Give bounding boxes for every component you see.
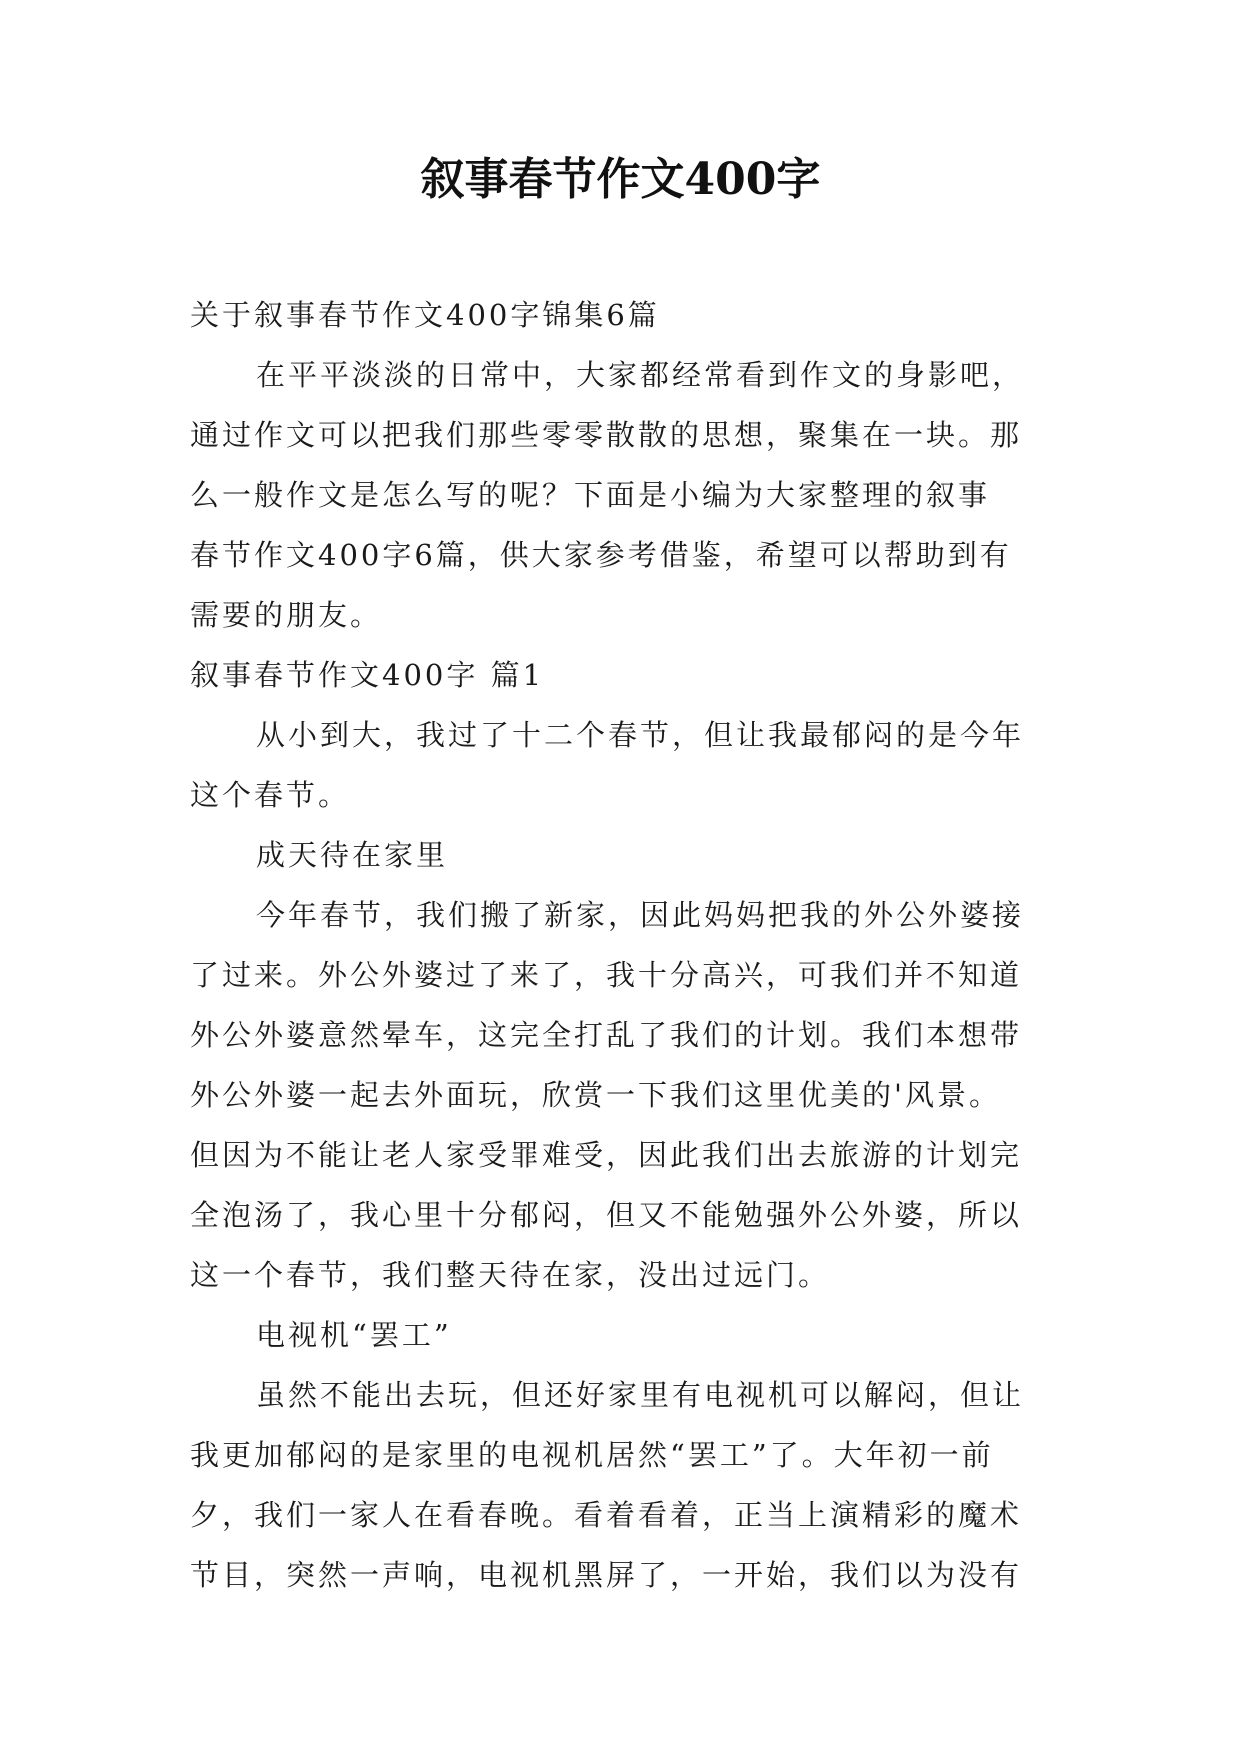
section-heading: 叙事春节作文400字 篇1: [190, 658, 545, 692]
paragraph-line: 么一般作文是怎么写的呢？下面是小编为大家整理的叙事: [190, 478, 991, 512]
paragraph-line: 这个春节。: [190, 778, 351, 812]
paragraph-line: 从小到大，我过了十二个春节，但让我最郁闷的是今年: [256, 718, 1025, 752]
subheading: 成天待在家里: [256, 838, 449, 872]
paragraph-line: 通过作文可以把我们那些零零散散的思想，聚集在一块。那: [190, 418, 1023, 452]
paragraph-line: 今年春节，我们搬了新家，因此妈妈把我的外公外婆接: [256, 898, 1025, 932]
paragraph-line: 需要的朋友。: [190, 598, 383, 632]
paragraph-line: 我更加郁闷的是家里的电视机居然“罢工”了。大年初一前: [190, 1438, 994, 1472]
paragraph-line: 全泡汤了，我心里十分郁闷，但又不能勉强外公外婆，所以: [190, 1198, 1023, 1232]
paragraph-line: 但因为不能让老人家受罪难受，因此我们出去旅游的计划完: [190, 1138, 1023, 1172]
subheading: 电视机“罢工”: [256, 1318, 452, 1352]
paragraph-line: 这一个春节，我们整天待在家，没出过远门。: [190, 1258, 831, 1292]
paragraph-line: 外公外婆意然晕车，这完全打乱了我们的计划。我们本想带: [190, 1018, 1023, 1052]
paragraph-line: 在平平淡淡的日常中，大家都经常看到作文的身影吧，: [256, 358, 1025, 392]
paragraph-line: 虽然不能出去玩，但还好家里有电视机可以解闷，但让: [256, 1378, 1025, 1412]
paragraph-line: 了过来。外公外婆过了来了，我十分高兴，可我们并不知道: [190, 958, 1023, 992]
document-title: 叙事春节作文400字: [420, 154, 821, 205]
paragraph-line: 外公外婆一起去外面玩，欣赏一下我们这里优美的'风景。: [190, 1078, 1001, 1112]
paragraph-line: 春节作文400字6篇，供大家参考借鉴，希望可以帮助到有: [190, 538, 1012, 572]
paragraph-line: 节目，突然一声响，电视机黑屏了，一开始，我们以为没有: [190, 1558, 1023, 1592]
intro-heading: 关于叙事春节作文400字锦集6篇: [190, 298, 660, 332]
document-body: [190, 285, 1060, 1605]
paragraph-line: 夕，我们一家人在看春晚。看着看着，正当上演精彩的魔术: [190, 1498, 1023, 1532]
